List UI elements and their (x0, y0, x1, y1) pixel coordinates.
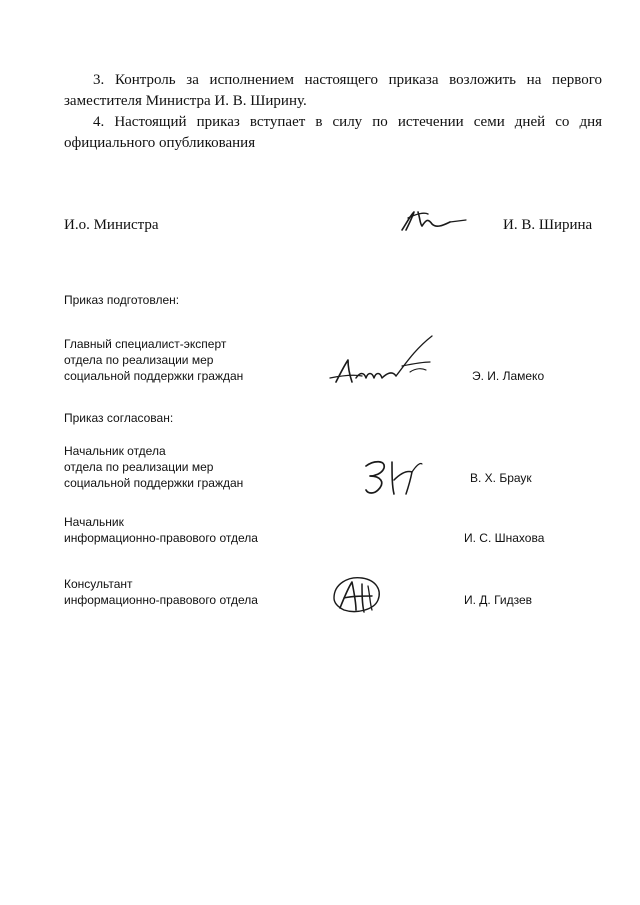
agreed-name: И. С. Шнахова (464, 531, 545, 545)
agreed-position (64, 443, 243, 491)
paragraph-line: заместителя Министра И. В. Ширину. (64, 93, 307, 109)
position-line: отдела по реализации мер (64, 353, 214, 367)
agreed-heading: Приказ согласован: (64, 411, 174, 425)
agreed-signature-1 (356, 452, 426, 502)
paragraph-effective-date (64, 112, 602, 154)
position-line: Начальник (64, 515, 124, 529)
position-line: социальной поддержки граждан (64, 476, 244, 490)
position-line: Главный специалист-эксперт (64, 337, 227, 351)
position-line: отдела по реализации мер (64, 460, 214, 474)
minister-signature (392, 200, 472, 240)
paragraph-line: 4. Настоящий приказ вступает в силу по истечении семи дней со дня (93, 114, 602, 130)
agreed-name: В. Х. Браук (470, 471, 532, 485)
position-line: Начальник отдела (64, 444, 166, 458)
agreed-position (64, 576, 258, 608)
paragraph-control (64, 70, 602, 112)
prepared-name: Э. И. Ламеко (472, 369, 545, 383)
prepared-position (64, 336, 243, 384)
agreed-position (64, 514, 258, 546)
agreed-signature-3 (326, 572, 390, 618)
position-line: социальной поддержки граждан (64, 369, 244, 383)
agreed-name: И. Д. Гидзев (464, 593, 533, 607)
position-line: информационно-правового отдела (64, 593, 258, 607)
prepared-signature (322, 332, 452, 392)
prepared-heading: Приказ подготовлен: (64, 293, 180, 307)
minister-title: И.о. Министра (64, 217, 159, 233)
position-line: Консультант (64, 577, 133, 591)
minister-name: И. В. Ширина (503, 217, 593, 233)
paragraph-line: официального опубликования (64, 135, 256, 151)
position-line: информационно-правового отдела (64, 531, 258, 545)
paragraph-line: 3. Контроль за исполнением настоящего приказа возложить на первого (93, 72, 602, 88)
